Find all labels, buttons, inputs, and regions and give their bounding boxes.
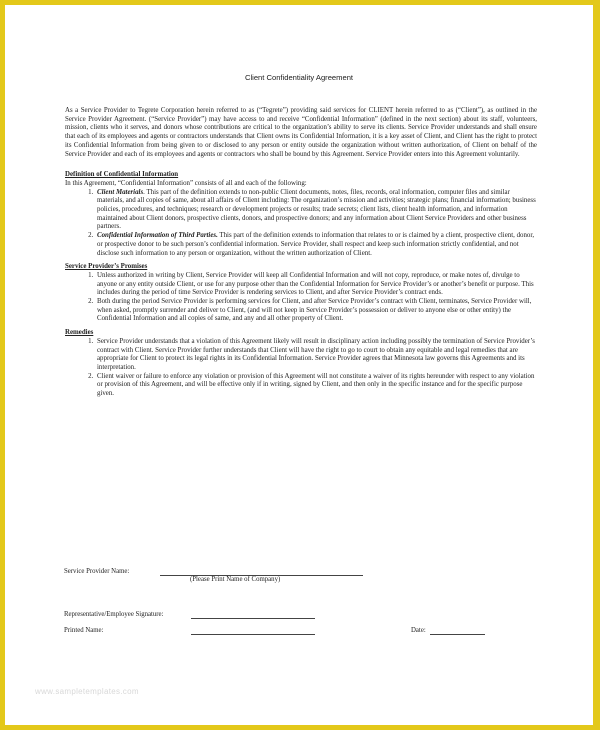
printed-name-label: Printed Name: [64,627,104,634]
provider-name-hint: (Please Print Name of Company) [190,576,281,583]
definition-list [65,189,537,259]
remedies-heading: Remedies [65,329,94,337]
definition-heading: Definition of Confidential Information [65,171,179,179]
signature-line[interactable] [191,618,315,619]
term-label: Client Materials [97,188,144,196]
term-label: Confidential Information of Third Parties. [97,232,218,240]
list-item-text: . This part of the definition extends to non-public Client documents, notes, files, records, oral information, computer files and similar materials, and all copies of same, about all affairs of Client including: The organization’s mission and activities; strategic plans; financial information; business policies, procedures, and techniques; research or development projects or results; trade secrets; client lists, client health information, and information maintained about Client donors, prospective clients, donors, and prospective donors; and any information about Client Service Providers and other business partners. [97,188,536,231]
list-item [95,189,537,233]
printed-name-line[interactable] [191,634,315,635]
provider-name-label: Service Provider Name: [64,568,130,575]
list-item: 1. Service Provider understands that a violation of this Agreement likely will result in disciplinary action including possibly the termination of Service Provider’s contract with Client. Service Provider further understands that Client will have the right to go to court to obtain any equitable and legal remedies that are appropriate for Client to protect its legal rights in its Confidential Information. Service Provider agrees that Minnesota law governs this Agreements and its interpretation. [95,338,537,373]
intro-paragraph: As a Service Provider to Tegrete Corporation herein referred to as (“Tegrete”) providing said services for CLIENT herein referred to as (“Client”), as outlined in the Service Provider Agreement. (“Service Provider”) may have access to and receive “Confidential Information” (defined in the next section) about its staff, volunteers, mission, clients who it serves, and donors whose contributions are critical to the organization’s ability to serve its clients. Service Provider understands and shall ensure that each of its employees and agents or contractors understands that Client owns its Confidential Information, it is a key asset of Client, and Client has the right to protect its Confidential Information from being given to or disclosed to any person or entity outside the organization without written authorization, of Client on behalf of the Service Provider and each of its employees and agents or contractors who shall be bound by this Agreement. Service Provider enters into this Agreement voluntarily. [65,107,537,158]
document-title: Client Confidentiality Agreement [244,73,354,82]
promises-heading: Service Provider’s Promises [65,263,148,271]
signature-label: Representative/Employee Signature: [64,611,164,618]
date-label: Date: [411,627,426,634]
date-line[interactable] [430,634,485,635]
list-item: 2. Both during the period Service Provider is performing services for Client, and after Service Provider’s contract with Client, terminates, Service Provider will, when asked, promptly surrender and deliver to Client, (and will not keep in Service Provider’s possession or deliver to anyone else or other entity) the Confidential Information and all copies of same, and any and all other property of Client. [95,298,537,324]
document-page [5,5,593,725]
watermark-text: www.sampletemplates.com [35,687,139,696]
definition-lead: In this Agreement, “Confidential Information” consists of all and each of the following: [65,179,307,187]
remedies-list [65,338,537,399]
list-item: 2. Client waiver or failure to enforce any violation or provision of this Agreement will not constitute a waiver of its rights hereunder with respect to any violation or provision of this Agreement, and will be effective only if in writing, signed by Client, and then only in the specific instance and for the specific purpose given. [95,373,537,399]
list-item-text: This part of the definition extends to information that relates to or is claimed by a client, prospective client, donor, or prospective donor to be such person’s confidential information. Service Provider, shall respect and keep such information strictly confidential, and not disclose such information to any person or organization, without the written authorization of Client. [97,232,535,257]
promises-list [65,272,537,324]
document-body [65,107,537,399]
list-item: 1. Unless authorized in writing by Client, Service Provider will keep all Confidential Information and will not copy, reproduce, or make notes of, divulge to anyone or any entity outside Client, or use for any purpose other than the Confidential Information for Service Provider’s or another’s benefit or purpose. This includes during the period of time Service Provider is rendering services to Client, and after Service Provider’s contract ends. [95,272,537,298]
list-item [95,232,537,258]
